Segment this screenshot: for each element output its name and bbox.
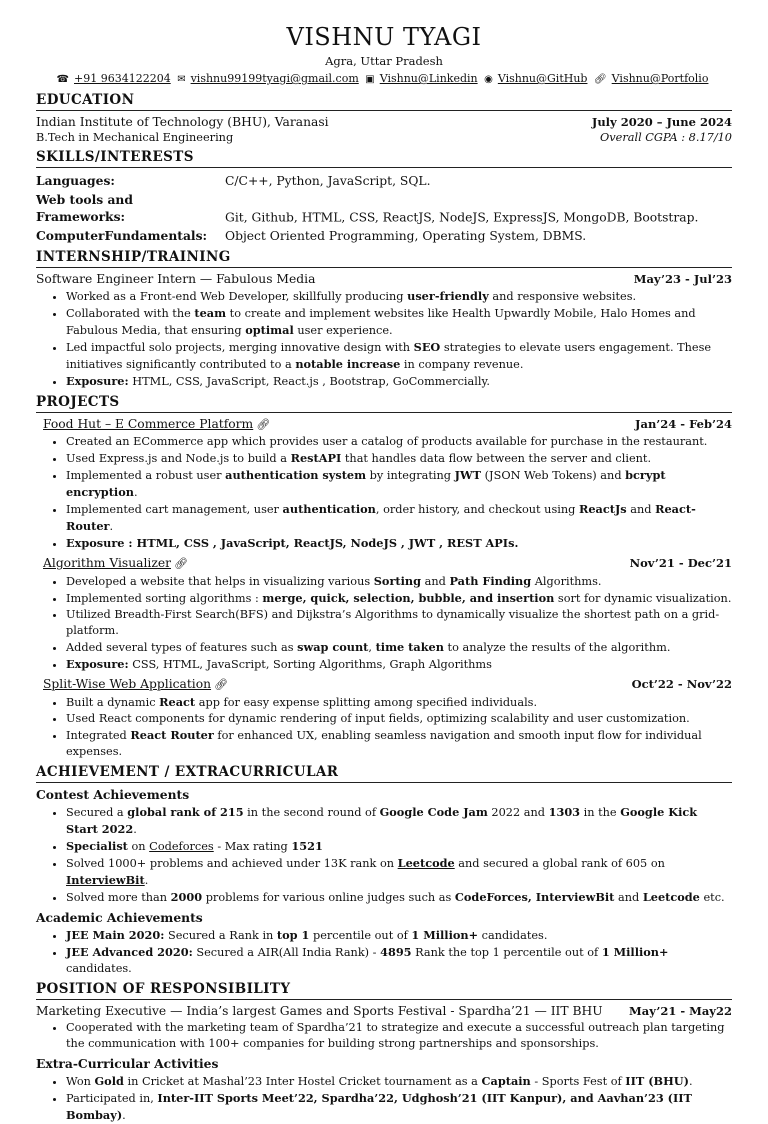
list-item: • Won Gold in Cricket at Mashal’23 Inter Hostel Cricket tournament as a Captain - Sports Fest of IIT (BHU). <box>66 1073 732 1090</box>
section-heading-education: EDUCATION <box>36 91 732 111</box>
cgpa: Overall CGPA : 8.17/10 <box>600 131 732 144</box>
project-bullets <box>36 434 732 552</box>
resume-page <box>36 22 732 1124</box>
skill-row <box>36 227 732 246</box>
project-bullets <box>36 573 732 673</box>
list-item: • Developed a website that helps in visualizing various Sorting and Path Finding Algorithms. <box>66 573 732 590</box>
list-item: • Worked as a Front-end Web Developer, skillfully producing user-friendly and responsive websites. <box>66 288 732 305</box>
candidate-location: Agra, Uttar Pradesh <box>325 54 443 68</box>
link-icon: 🔗︎ <box>593 74 607 85</box>
contest-bullets <box>36 804 732 906</box>
email-icon: ✉ <box>177 74 186 85</box>
interviewbit-link[interactable]: InterviewBit <box>66 873 145 887</box>
linkedin-link[interactable]: Vishnu@Linkedin <box>379 72 478 85</box>
education-dates: July 2020 – June 2024 <box>591 115 732 129</box>
extracurricular-bullets <box>36 1073 732 1124</box>
contest-heading: Contest Achievements <box>36 787 190 802</box>
skill-value: Git, Github, HTML, CSS, ReactJS, NodeJS, ExpressJS, MongoDB, Bootstrap. <box>225 210 699 224</box>
list-item: • JEE Main 2020: Secured a Rank in top 1 percentile out of 1 Million+ candidates. <box>66 927 732 944</box>
list-item: • Built a dynamic React app for easy expense splitting among specified individuals. <box>66 694 732 711</box>
project-dates: Nov’21 - Dec’21 <box>629 556 732 570</box>
project-entry <box>36 555 732 572</box>
leetcode-link[interactable]: Leetcode <box>397 856 455 870</box>
education-entry <box>36 114 732 130</box>
project-dates: Jan’24 - Feb’24 <box>635 417 732 431</box>
list-item: • Exposure: HTML, CSS, JavaScript, React.js , Bootstrap, GoCommercially. <box>66 373 732 390</box>
responsibility-dates: May’21 - May22 <box>629 1004 732 1018</box>
github-icon: ◉ <box>484 74 493 85</box>
section-heading-achievements: ACHIEVEMENT / EXTRACURRICULAR <box>36 763 732 783</box>
contact-bar <box>36 71 732 88</box>
project-title-link[interactable]: Split-Wise Web Application <box>43 677 212 691</box>
academic-bullets <box>36 927 732 977</box>
internship-bullets <box>36 288 732 390</box>
responsibility-bullets <box>36 1020 732 1052</box>
section-heading-internship: INTERNSHIP/TRAINING <box>36 248 732 268</box>
section-heading-skills: SKILLS/INTERESTS <box>36 148 732 168</box>
list-item: • Added several types of features such as swap count, time taken to analyze the results of the algorithm. <box>66 639 732 656</box>
skills-list <box>36 172 732 245</box>
list-item: • Cooperated with the marketing team of Spardha’21 to strategize and execute a successful outreach plan targeting the communication with 100+ companies for building strong partnerships and sponsorships. <box>66 1020 732 1052</box>
list-item: • JEE Advanced 2020: Secured a AIR(All India Rank) - 4895 Rank the top 1 percentile out of 1 Million+ candidates. <box>66 944 732 977</box>
list-item: • Solved 1000+ problems and achieved under 13K rank on Leetcode and secured a global rank of 605 on InterviewBit. <box>66 855 732 889</box>
internship-title: Software Engineer Intern — Fabulous Media <box>36 272 316 286</box>
skill-key: ComputerFundamentals: <box>36 227 208 243</box>
skill-key: Web tools and Frameworks: <box>36 191 133 224</box>
degree: B.Tech in Mechanical Engineering <box>36 131 234 144</box>
candidate-name: VISHNU TYAGI <box>286 23 482 51</box>
project-title-link[interactable]: Food Hut – E Commerce Platform <box>43 417 254 431</box>
list-item: • Integrated React Router for enhanced UX, enabling seamless navigation and smooth input flow for individual expenses. <box>66 727 732 760</box>
project-entry <box>36 416 732 433</box>
school-name: Indian Institute of Technology (BHU), Varanasi <box>36 115 329 129</box>
list-item: • Used React components for dynamic rendering of input fields, optimizing scalability and user customization. <box>66 711 732 727</box>
list-item: • Implemented a robust user authentication system by integrating JWT (JSON Web Tokens) and bcrypt encryption. <box>66 467 732 501</box>
responsibility-title: Marketing Executive — India’s largest Games and Sports Festival - Spardha’21 — IIT BHU <box>36 1004 603 1018</box>
academic-heading: Academic Achievements <box>36 910 203 925</box>
list-item: • Implemented cart management, user authentication, order history, and checkout using ReactJs and React-Router. <box>66 501 732 535</box>
project-dates: Oct’22 - Nov’22 <box>631 677 732 691</box>
email-link[interactable]: vishnu99199tyagi@gmail.com <box>190 72 359 85</box>
project-title-link[interactable]: Algorithm Visualizer <box>43 556 171 570</box>
list-item: • Specialist on Codeforces - Max rating 1521 <box>66 838 732 855</box>
list-item: • Led impactful solo projects, merging innovative design with SEO strategies to elevate users engagement. These initiatives significantly contributed to a notable increase in company revenue. <box>66 339 732 373</box>
link-icon[interactable]: 🔗︎ <box>214 678 229 691</box>
skill-key: Languages: <box>36 173 115 188</box>
section-heading-projects: PROJECTS <box>36 393 732 413</box>
responsibility-entry <box>36 1003 732 1019</box>
extracurricular-heading: Extra-Curricular Activities <box>36 1056 219 1071</box>
skill-row <box>36 191 732 227</box>
internship-entry <box>36 271 732 287</box>
portfolio-link[interactable]: Vishnu@Portfolio <box>611 72 709 85</box>
list-item: • Used Express.js and Node.js to build a RestAPI that handles data flow between the server and client. <box>66 450 732 467</box>
list-item: • Collaborated with the team to create and implement websites like Health Upwardly Mobile, Halo Homes and Fabulous Media, that ensuring optimal user experience. <box>66 305 732 339</box>
project-bullets <box>36 694 732 760</box>
codeforces-link[interactable]: Codeforces <box>149 840 214 853</box>
github-link[interactable]: Vishnu@GitHub <box>497 72 588 85</box>
phone-link[interactable]: +91 9634122204 <box>74 72 171 85</box>
linkedin-icon: ▣ <box>365 74 375 85</box>
list-item: • Utilized Breadth-First Search(BFS) and Dijkstra’s Algorithms to dynamically visualize the shortest path on a grid-platform. <box>66 607 732 639</box>
phone-icon: ☎ <box>56 74 69 85</box>
skill-value: C/C++, Python, JavaScript, SQL. <box>225 174 431 188</box>
section-heading-responsibility: POSITION OF RESPONSIBILITY <box>36 980 732 1000</box>
list-item: • Exposure : HTML, CSS , JavaScript, ReactJS, NodeJS , JWT , REST APIs. <box>66 535 732 552</box>
link-icon[interactable]: 🔗︎ <box>174 557 188 570</box>
internship-dates: May’23 - Jul’23 <box>633 272 732 286</box>
link-icon[interactable]: 🔗︎ <box>256 418 271 431</box>
list-item: • Exposure: CSS, HTML, JavaScript, Sorting Algorithms, Graph Algorithms <box>66 656 732 673</box>
education-details <box>36 130 732 145</box>
list-item: • Implemented sorting algorithms : merge, quick, selection, bubble, and insertion sort for dynamic visualization. <box>66 590 732 607</box>
skill-row <box>36 172 732 191</box>
list-item: • Solved more than 2000 problems for various online judges such as CodeForces, InterviewBit and Leetcode etc. <box>66 889 732 906</box>
project-entry <box>36 676 732 693</box>
list-item: • Participated in, Inter-IIT Sports Meet’22, Spardha’22, Udghosh’21 (IIT Kanpur), and Aavhan’23 (IIT Bombay). <box>66 1090 732 1124</box>
skill-value: Object Oriented Programming, Operating System, DBMS. <box>225 228 587 243</box>
list-item: • Created an ECommerce app which provides user a catalog of products available for purchase in the restaurant. <box>66 434 732 450</box>
list-item: • Secured a global rank of 215 in the second round of Google Code Jam 2022 and 1303 in the Google Kick Start 2022. <box>66 804 732 838</box>
